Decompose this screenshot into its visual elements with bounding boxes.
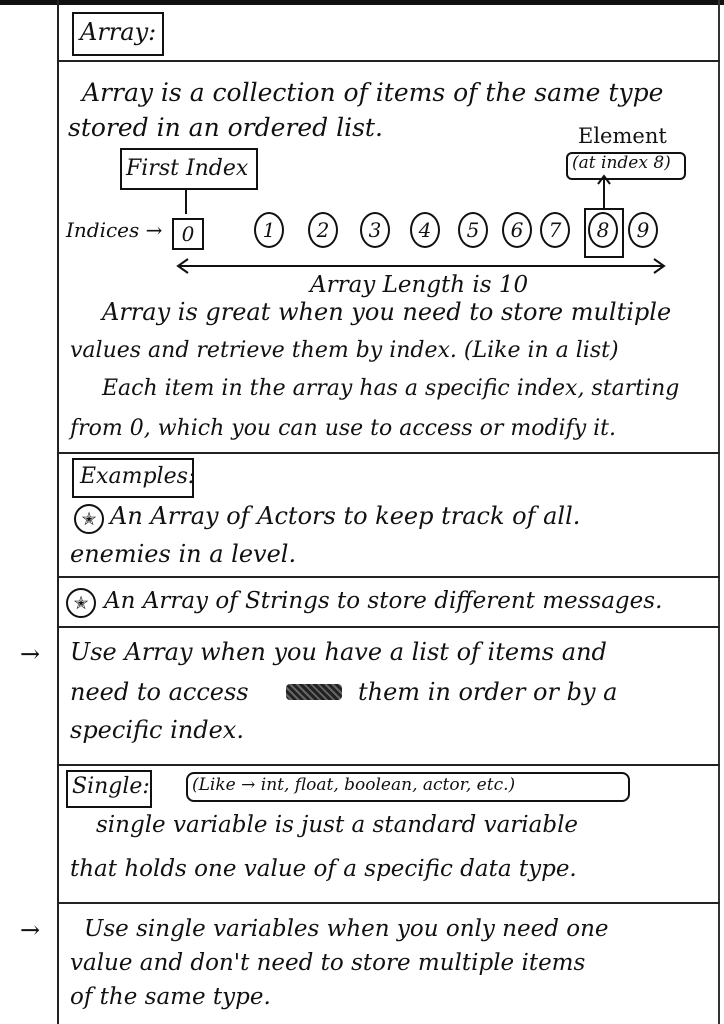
rule-line: [58, 452, 720, 454]
single-definition-line1: single variable is just a standard variable: [96, 812, 579, 838]
array-use-line2a: need to access: [70, 678, 249, 706]
example1-line1: An Array of Actors to keep track of all.: [110, 502, 581, 530]
array-index-line1: Each item in the array has a specific index, starting: [102, 376, 680, 401]
index-9: 9: [628, 212, 658, 248]
array-length-label: Array Length is 10: [310, 272, 529, 298]
index-0: 0: [172, 218, 204, 250]
array-use-line1: Use Array when you have a list of items and: [70, 638, 607, 666]
margin-arrow-icon: →: [20, 916, 41, 944]
rule-line: [58, 902, 720, 904]
element-label: Element: [578, 124, 667, 148]
example1-line2: enemies in a level.: [70, 540, 297, 568]
index-3: 3: [360, 212, 390, 248]
element-note: (at index 8): [572, 153, 671, 173]
index-1: 1: [254, 212, 284, 248]
single-use-line2: value and don't need to store multiple items: [70, 950, 586, 976]
examples-title: Examples:: [80, 464, 196, 489]
first-index-label: First Index: [126, 156, 249, 181]
star-bullet-icon: ✭: [66, 588, 96, 618]
single-title: Single:: [72, 774, 150, 799]
rule-line: [58, 626, 720, 628]
scribbled-out-word: [286, 684, 342, 700]
array-use-line3: specific index.: [70, 716, 244, 744]
single-definition-line2: that holds one value of a specific data type.: [70, 856, 577, 882]
types-note: (Like → int, float, boolean, actor, etc.): [192, 775, 516, 795]
array-usage-line1: Array is great when you need to store multiple: [102, 298, 672, 326]
index-7: 7: [540, 212, 570, 248]
index-8: 8: [588, 212, 618, 248]
array-title: Array:: [80, 18, 157, 46]
indices-label: Indices →: [66, 218, 163, 242]
index-5: 5: [458, 212, 488, 248]
rule-line: [58, 576, 720, 578]
example2: An Array of Strings to store different messages.: [104, 588, 663, 614]
margin-arrow-icon: →: [20, 640, 41, 668]
index-6: 6: [502, 212, 532, 248]
single-use-line3: of the same type.: [70, 984, 271, 1010]
star-bullet-icon: ✭: [74, 504, 104, 534]
rule-line: [58, 764, 720, 766]
single-use-line1: Use single variables when you only need one: [84, 916, 609, 942]
array-usage-line2: values and retrieve them by index. (Like in a list): [70, 338, 619, 363]
array-definition-line1: Array is a collection of items of the same type: [82, 78, 664, 107]
index-2: 2: [308, 212, 338, 248]
index-4: 4: [410, 212, 440, 248]
array-definition-line2: stored in an ordered list.: [68, 113, 383, 142]
array-use-line2b: them in order or by a: [358, 678, 618, 706]
array-index-line2: from 0, which you can use to access or modify it.: [70, 416, 617, 441]
